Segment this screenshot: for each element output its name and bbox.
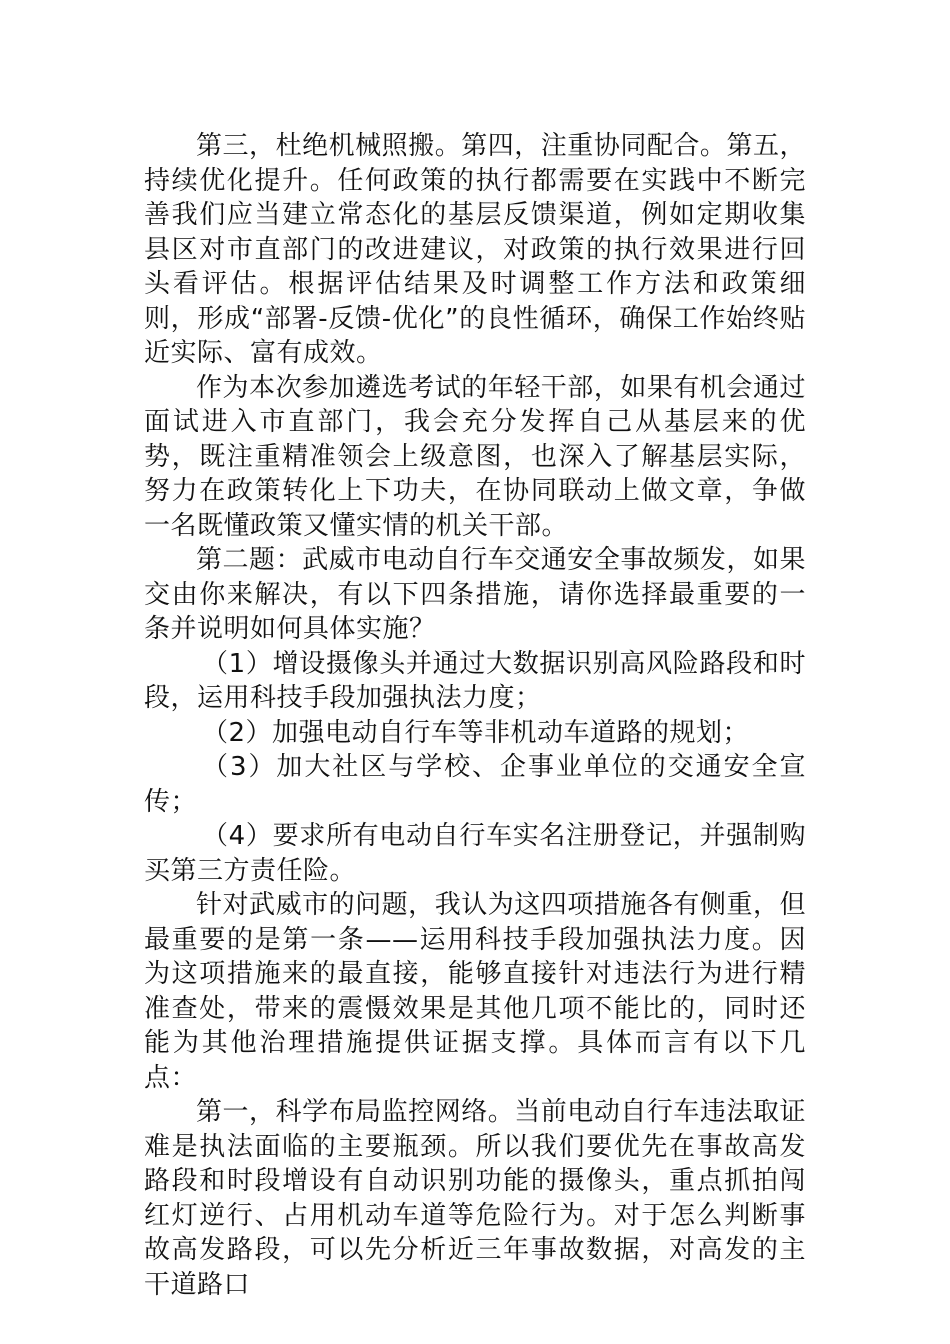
option-1: （1）增设摄像头并通过大数据识别高风险路段和时段，运用科技手段加强执法力度； [144, 648, 806, 713]
option-2: （2）加强电动自行车等非机动车道路的规划； [202, 717, 750, 748]
paragraph-question-two: 第二题：武威市电动自行车交通安全事故频发，如果交由你来解决，有以下四条措施，请你选择最重要的一条并说明如何具体实施？ [144, 545, 806, 644]
paragraph-point-one: 第一，科学布局监控网络。当前电动自行车违法取证难是执法面临的主要瓶颈。所以我们要优先在事故高发路段和时段增设有自动识别功能的摄像头，重点抓拍闯红灯逆行、占用机动车道等危险行为。对于怎么判断事故高发路段，可以先分析近三年事故数据，对高发的主干道路口 [144, 1097, 806, 1300]
paragraph-personal-commitment: 作为本次参加遴选考试的年轻干部，如果有机会通过面试进入市直部门，我会充分发挥自己从基层来的优势，既注重精准领会上级意图，也深入了解基层实际，努力在政策转化上下功夫，在协同联动上做文章，争做一名既懂政策又懂实情的机关干部。 [144, 372, 806, 541]
paragraph-answer-choice: 针对武威市的问题，我认为这四项措施各有侧重，但最重要的是第一条——运用科技手段加强执法力度。因为这项措施来的最直接，能够直接针对违法行为进行精准查处，带来的震慑效果是其他几项不能比的，同时还能为其他治理措施提供证据支撑。具体而言有以下几点： [144, 890, 806, 1093]
document-body [144, 129, 806, 1302]
option-3: （3）加大社区与学校、企事业单位的交通安全宣传； [144, 752, 806, 817]
paragraph-review-optimization: 第三，杜绝机械照搬。第四，注重协同配合。第五，持续优化提升。任何政策的执行都需要在实践中不断完善我们应当建立常态化的基层反馈渠道，例如定期收集县区对市直部门的改进建议，对政策的执行效果进行回头看评估。根据评估结果及时调整工作方法和政策细则，形成“部署-反馈-优化”的良性循环，确保工作始终贴近实际、富有成效。 [144, 131, 806, 368]
option-4: （4）要求所有电动自行车实名注册登记，并强制购买第三方责任险。 [144, 821, 806, 886]
